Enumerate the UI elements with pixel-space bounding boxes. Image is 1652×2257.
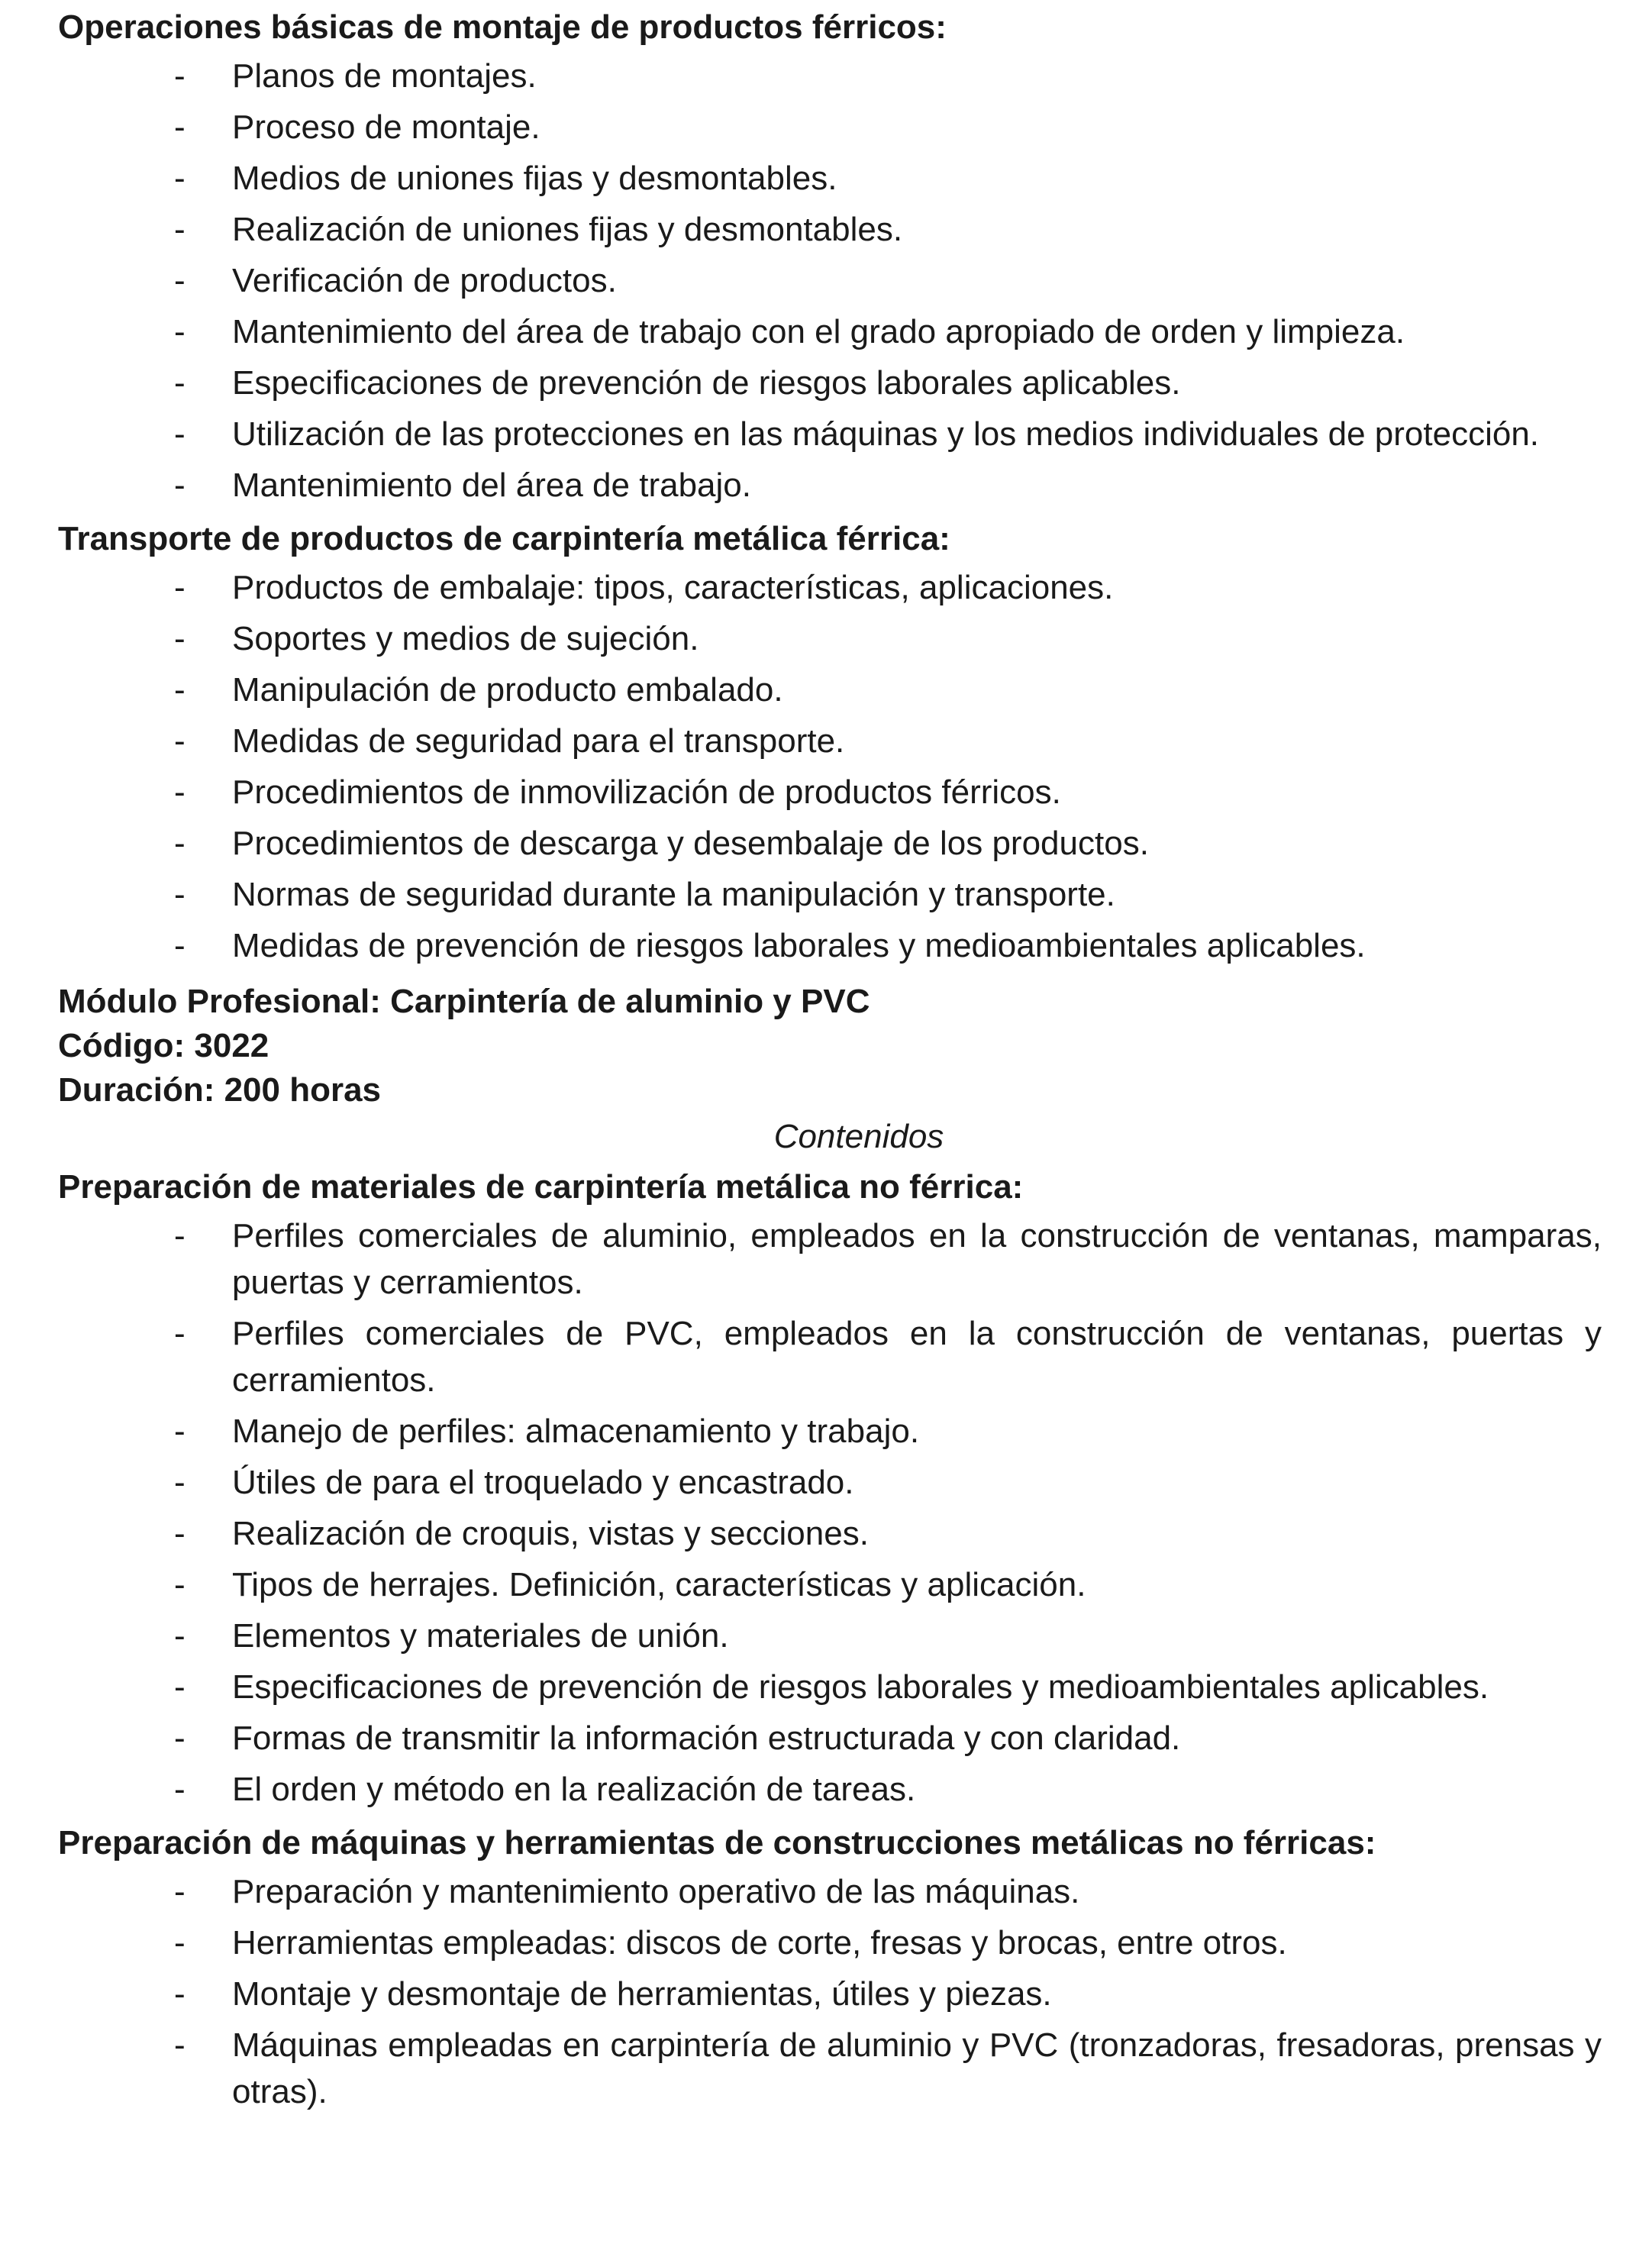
bullet-dash: - (174, 825, 186, 862)
list-item (58, 1664, 1602, 1710)
list-item (58, 308, 1602, 355)
bullet-dash: - (174, 1617, 186, 1655)
bullet-dash: - (174, 1217, 186, 1254)
bullet-dash: - (174, 2026, 186, 2064)
bullet-dash: - (174, 211, 186, 248)
list-item-text: Realización de croquis, vistas y secciones. (232, 1515, 869, 1552)
list-item-text: Utilización de las protecciones en las máquinas y los medios individuales de protección. (232, 415, 1540, 453)
bullet-dash: - (174, 1464, 186, 1501)
list-item-text: Formas de transmitir la información estructurada y con claridad. (232, 1719, 1181, 1757)
bullet-dash: - (174, 1315, 186, 1352)
bullet-dash: - (174, 1515, 186, 1552)
list-item-text: Mantenimiento del área de trabajo con el grado apropiado de orden y limpieza. (232, 313, 1405, 350)
list-item (58, 360, 1602, 406)
content-section (58, 1161, 1602, 1813)
list-item-text: Herramientas empleadas: discos de corte, fresas y brocas, entre otros. (232, 1924, 1287, 1962)
list-item (58, 718, 1602, 764)
bullet-dash: - (174, 467, 186, 504)
list-item-text: Mantenimiento del área de trabajo. (232, 467, 751, 504)
bullet-dash: - (174, 313, 186, 350)
list-item (58, 1408, 1602, 1455)
bullet-dash: - (174, 57, 186, 95)
list-item-text: El orden y método en la realización de tareas. (232, 1771, 916, 1808)
section-list (58, 1868, 1602, 2115)
list-item-text: Especificaciones de prevención de riesgos laborales y medioambientales aplicables. (232, 1668, 1489, 1706)
list-item (58, 1561, 1602, 1608)
list-item (58, 769, 1602, 815)
list-item-text: Medidas de seguridad para el transporte. (232, 722, 845, 760)
bullet-dash: - (174, 1924, 186, 1962)
section-heading: Transporte de productos de carpintería metálica férrica: (58, 520, 950, 557)
bullet-dash: - (174, 1413, 186, 1450)
list-item (58, 462, 1602, 509)
list-item (58, 820, 1602, 867)
list-item-text: Tipos de herrajes. Definición, características y aplicación. (232, 1566, 1086, 1603)
list-item-text: Perfiles comerciales de PVC, empleados en la construcción de ventanas, puertas y cerramientos. (232, 1315, 1602, 1399)
list-item-text: Verificación de productos. (232, 262, 617, 299)
list-item-text: Realización de uniones fijas y desmontables. (232, 211, 903, 248)
list-item (58, 1971, 1602, 2017)
module-duration: Duración: 200 horas (58, 1071, 382, 1109)
bullet-dash: - (174, 1668, 186, 1706)
list-item (58, 1613, 1602, 1659)
list-item-text: Normas de seguridad durante la manipulación y transporte. (232, 876, 1115, 913)
list-item-text: Procedimientos de inmovilización de productos férricos. (232, 773, 1061, 811)
module-header (58, 980, 1602, 1161)
list-item (58, 206, 1602, 253)
sections-before (58, 2, 1602, 969)
bullet-dash: - (174, 722, 186, 760)
list-item (58, 871, 1602, 918)
bullet-dash: - (174, 620, 186, 657)
content-section (58, 513, 1602, 969)
list-item-text: Montaje y desmontaje de herramientas, útiles y piezas. (232, 1975, 1052, 2013)
contents-label: Contenidos (773, 1118, 944, 1155)
bullet-dash: - (174, 415, 186, 453)
bullet-dash: - (174, 927, 186, 964)
list-item (58, 1920, 1602, 1966)
list-item (58, 104, 1602, 150)
sections-after (58, 1161, 1602, 2115)
list-item (58, 667, 1602, 713)
list-item (58, 1212, 1602, 1306)
list-item-text: Especificaciones de prevención de riesgos laborales aplicables. (232, 364, 1181, 402)
section-list (58, 1212, 1602, 1813)
content-section (58, 2, 1602, 509)
list-item-text: Procedimientos de descarga y desembalaje de los productos. (232, 825, 1149, 862)
list-item (58, 1715, 1602, 1761)
list-item (58, 155, 1602, 202)
bullet-dash: - (174, 1719, 186, 1757)
bullet-dash: - (174, 876, 186, 913)
list-item-text: Máquinas empleadas en carpintería de aluminio y PVC (tronzadoras, fresadoras, prensas y otras). (232, 2026, 1602, 2110)
bullet-dash: - (174, 569, 186, 606)
section-heading: Operaciones básicas de montaje de productos férricos: (58, 8, 947, 46)
list-item (58, 922, 1602, 969)
bullet-dash: - (174, 671, 186, 709)
bullet-dash: - (174, 1975, 186, 2013)
module-name: Módulo Profesional: Carpintería de aluminio y PVC (58, 983, 870, 1020)
list-item-text: Planos de montajes. (232, 57, 537, 95)
list-item (58, 257, 1602, 304)
bullet-dash: - (174, 1771, 186, 1808)
list-item (58, 2022, 1602, 2115)
list-item-text: Útiles de para el troquelado y encastrado. (232, 1464, 854, 1501)
bullet-dash: - (174, 773, 186, 811)
list-item (58, 1868, 1602, 1915)
list-item-text: Productos de embalaje: tipos, características, aplicaciones. (232, 569, 1114, 606)
list-item (58, 411, 1602, 457)
bullet-dash: - (174, 262, 186, 299)
list-item (58, 53, 1602, 99)
list-item (58, 1510, 1602, 1557)
section-heading: Preparación de máquinas y herramientas de construcciones metálicas no férricas: (58, 1824, 1376, 1861)
bullet-dash: - (174, 108, 186, 146)
list-item-text: Manejo de perfiles: almacenamiento y trabajo. (232, 1413, 920, 1450)
bullet-dash: - (174, 1873, 186, 1910)
list-item-text: Soportes y medios de sujeción. (232, 620, 699, 657)
document-page (58, 2, 1602, 2120)
list-item (58, 1766, 1602, 1813)
list-item-text: Manipulación de producto embalado. (232, 671, 783, 709)
list-item-text: Perfiles comerciales de aluminio, empleados en la construcción de ventanas, mamparas, puertas y cerramientos. (232, 1217, 1602, 1301)
list-item-text: Medios de uniones fijas y desmontables. (232, 160, 837, 197)
list-item-text: Medidas de prevención de riesgos laborales y medioambientales aplicables. (232, 927, 1366, 964)
content-section (58, 1817, 1602, 2115)
bullet-dash: - (174, 1566, 186, 1603)
section-heading: Preparación de materiales de carpintería metálica no férrica: (58, 1168, 1024, 1206)
list-item (58, 564, 1602, 611)
list-item (58, 615, 1602, 662)
list-item-text: Preparación y mantenimiento operativo de las máquinas. (232, 1873, 1080, 1910)
list-item-text: Proceso de montaje. (232, 108, 540, 146)
list-item-text: Elementos y materiales de unión. (232, 1617, 729, 1655)
module-code: Código: 3022 (58, 1027, 269, 1064)
list-item (58, 1310, 1602, 1403)
bullet-dash: - (174, 160, 186, 197)
list-item (58, 1459, 1602, 1506)
section-list (58, 53, 1602, 509)
bullet-dash: - (174, 364, 186, 402)
section-list (58, 564, 1602, 969)
